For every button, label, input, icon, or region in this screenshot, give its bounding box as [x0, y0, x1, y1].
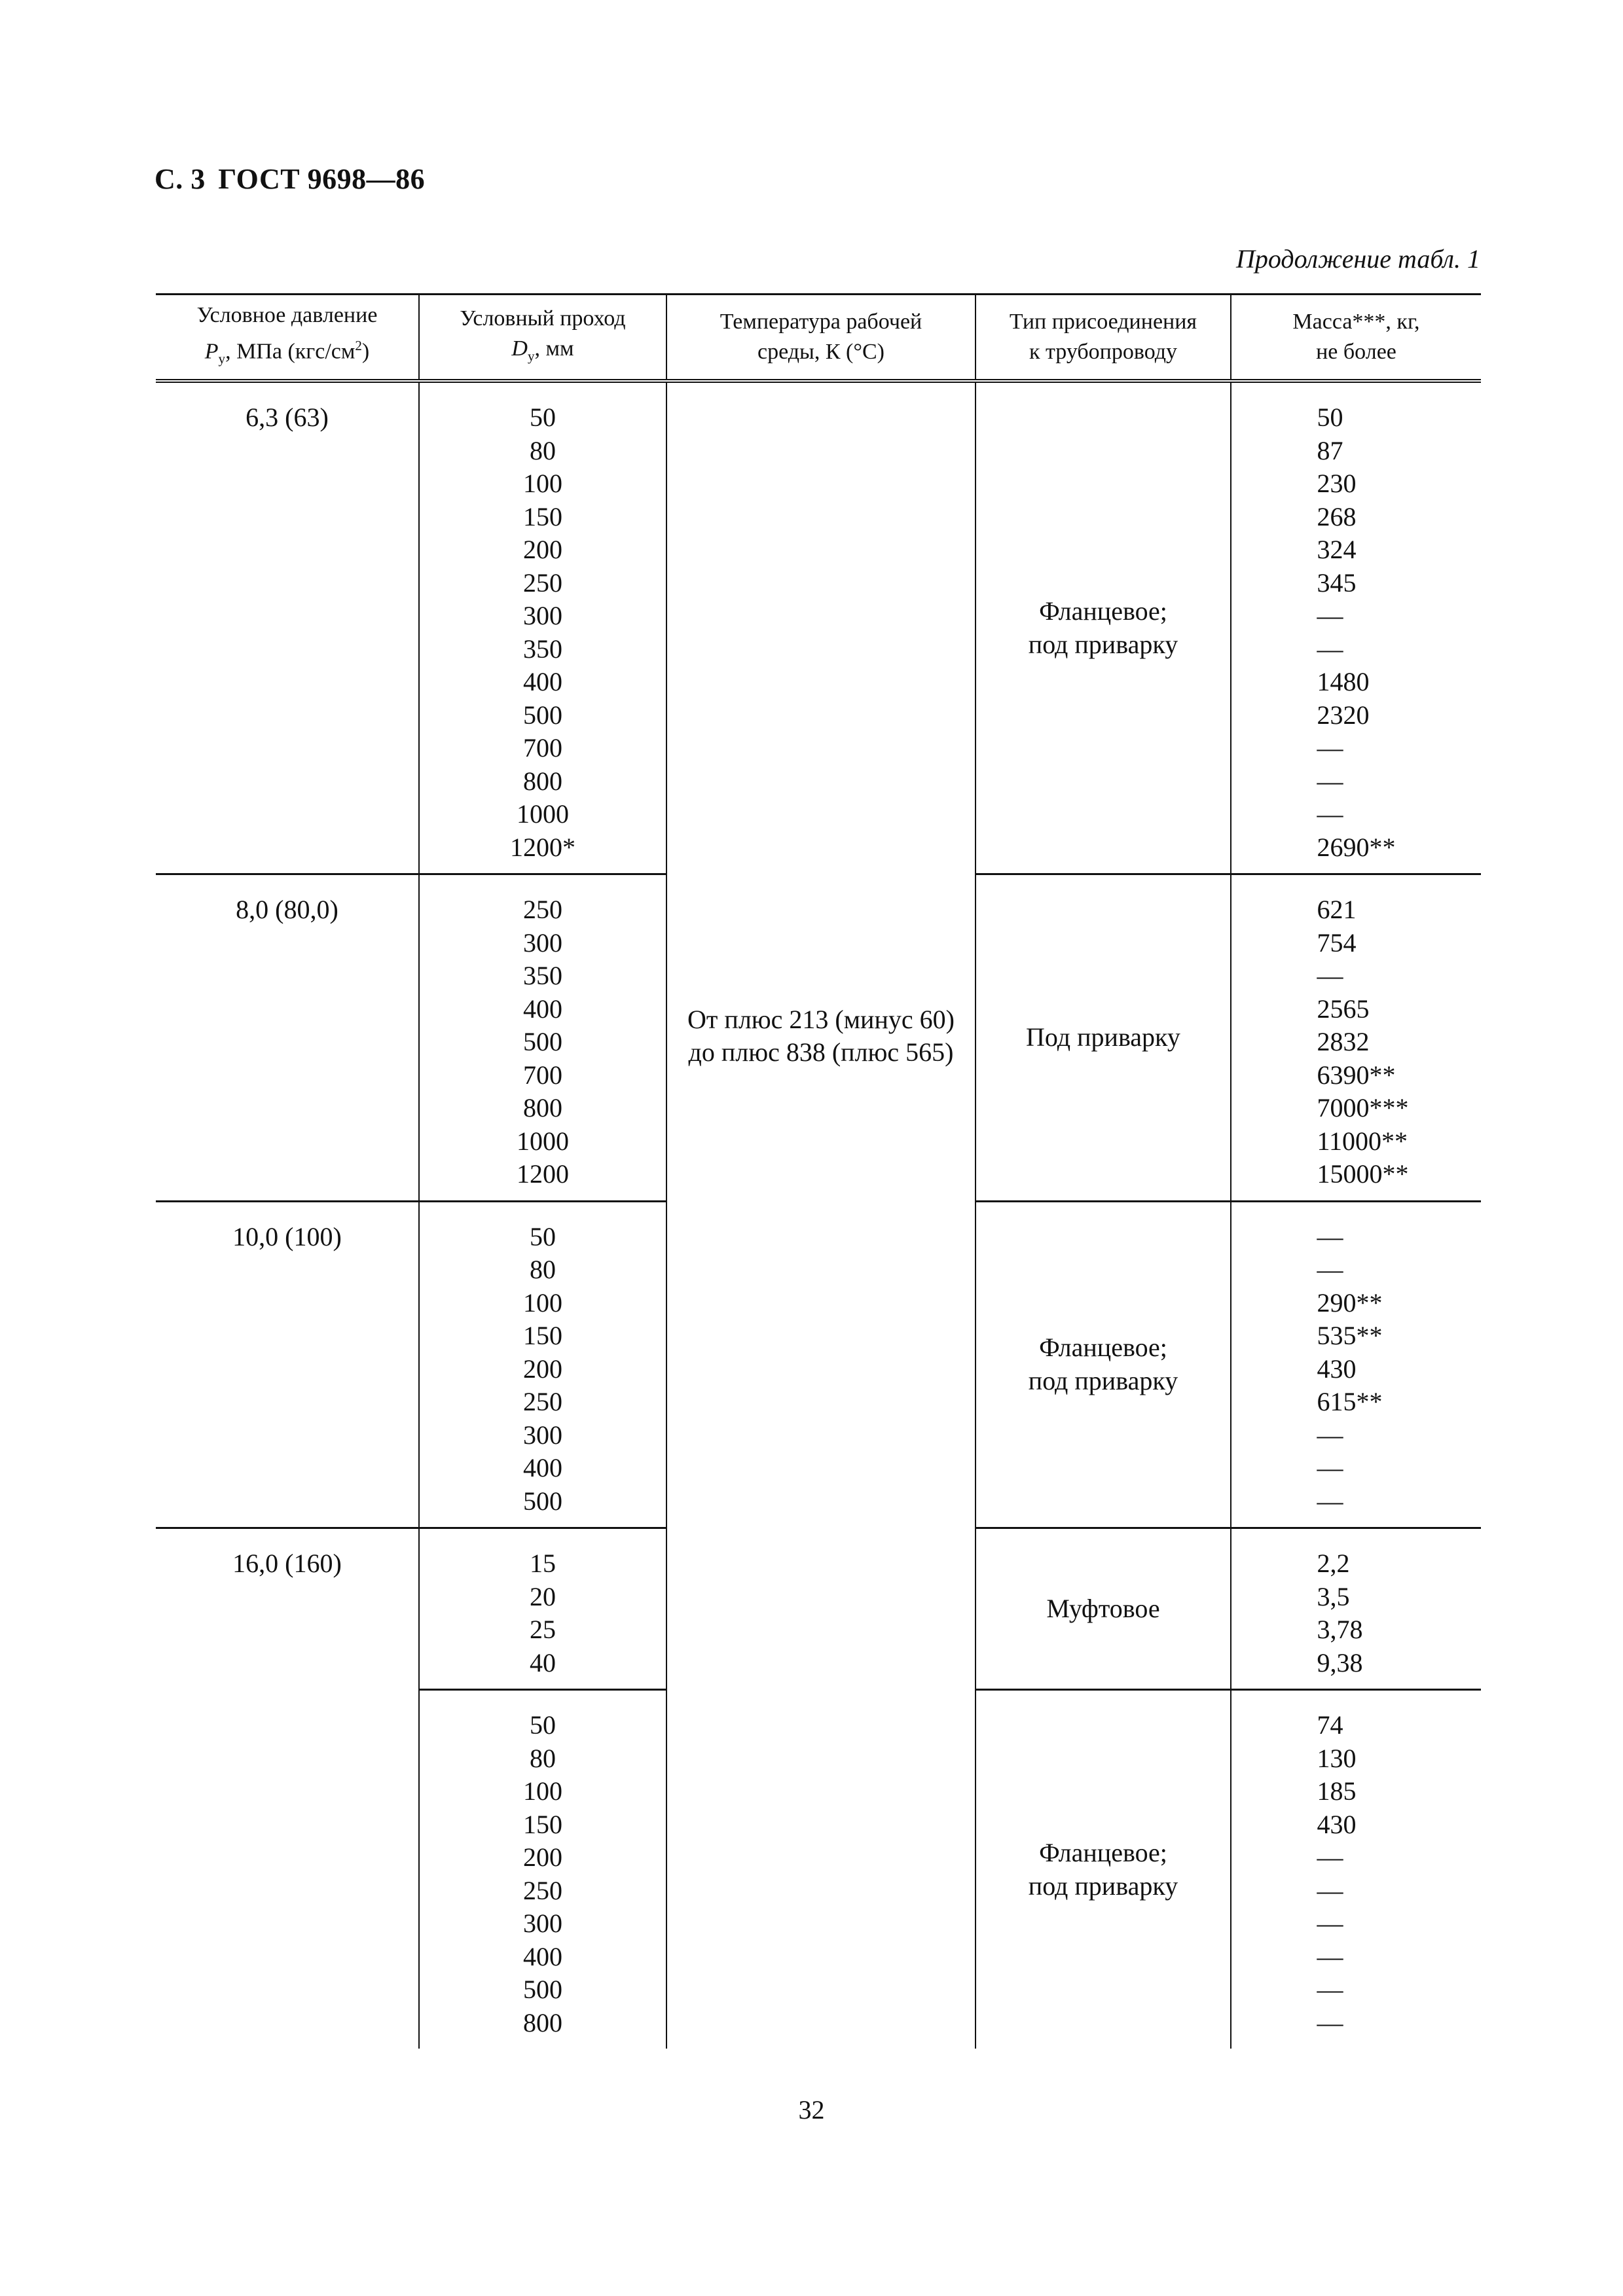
cell-value: 500: [523, 1027, 562, 1056]
cell-value: 615**: [1317, 1387, 1383, 1416]
cell-value: 3,5: [1317, 1581, 1350, 1611]
cell-value: 50: [530, 1221, 556, 1251]
cell-value: 535**: [1317, 1321, 1383, 1350]
connection-cell: [976, 1201, 1231, 1528]
header-pressure: Условное давление $P_у$, МПа $(кгс/см^2)$: [156, 295, 419, 382]
cell-value: —: [1317, 1453, 1343, 1482]
cell-value: —: [1317, 1941, 1343, 1971]
cell-value: 2320: [1317, 700, 1370, 730]
cell-value: 150: [523, 501, 562, 531]
diameter-cell: [419, 1528, 666, 1690]
cell-value: 87: [1317, 435, 1343, 465]
cell-value: Фланцевое;: [1039, 596, 1167, 626]
pressure-cell: 16,0 (160): [156, 1528, 419, 2049]
header-connection: Тип присоединения к трубопроводу: [976, 295, 1231, 382]
mass-cell: [1231, 1690, 1481, 2049]
cell-value: 1000: [517, 1126, 569, 1156]
cell-value: 7000***: [1317, 1093, 1409, 1122]
cell-value: 621: [1317, 895, 1357, 924]
cell-value: 300: [523, 927, 562, 958]
cell-value: 300: [523, 1420, 562, 1450]
connection-cell: [976, 1690, 1231, 2049]
cell-value: под приварку: [1028, 1365, 1178, 1395]
temperature-cell-empty: [666, 1690, 976, 2049]
cell-value: 200: [523, 535, 562, 564]
page-number: 32: [798, 2095, 825, 2125]
cell-value: —: [1317, 1875, 1343, 1905]
cell-value: 74: [1317, 1710, 1343, 1740]
document-header: [155, 162, 425, 196]
cell-value: 15000**: [1317, 1159, 1409, 1189]
cell-value: 15: [530, 1549, 556, 1578]
mass-cell: [1231, 1201, 1481, 1528]
cell-value: 500: [523, 1486, 562, 1516]
standard-number: ГОСТ 9698—86: [218, 163, 426, 195]
cell-value: —: [1317, 961, 1343, 990]
cell-value: 400: [523, 667, 562, 696]
cell-value: —: [1317, 766, 1343, 796]
cell-value: 350: [523, 961, 562, 990]
cell-value: 40: [530, 1647, 556, 1677]
connection-cell: [976, 874, 1231, 1202]
cell-value: —: [1317, 1486, 1343, 1516]
cell-value: 11000**: [1317, 1126, 1408, 1156]
cell-value: 50: [530, 403, 556, 432]
cell-value: 150: [523, 1321, 562, 1350]
cell-value: 2690**: [1317, 832, 1396, 862]
cell-value: 400: [523, 1941, 562, 1971]
mass-cell: [1231, 381, 1481, 874]
cell-value: 290**: [1317, 1287, 1383, 1318]
cell-value: —: [1317, 2007, 1343, 2037]
cell-value: 80: [530, 1255, 556, 1284]
cell-value: —: [1317, 1909, 1343, 1938]
cell-value: под приварку: [1028, 1871, 1178, 1901]
page-label: С. 3: [155, 163, 206, 195]
cell-value: 200: [523, 1842, 562, 1872]
cell-value: —: [1317, 1221, 1343, 1251]
cell-value: 200: [523, 1354, 562, 1384]
cell-value: —: [1317, 601, 1343, 630]
cell-value: 800: [523, 766, 562, 796]
table-continuation-label: Продолжение табл. 1: [1235, 244, 1480, 274]
cell-value: 500: [523, 1975, 562, 2004]
cell-value: 80: [530, 1743, 556, 1773]
cell-value: 800: [523, 1093, 562, 1122]
cell-value: 100: [523, 469, 562, 498]
cell-value: 250: [523, 1875, 562, 1905]
header-temperature: Температура рабочей среды, К (°С): [666, 295, 976, 382]
diameter-cell: [419, 381, 666, 874]
connection-cell: [976, 381, 1231, 874]
cell-value: 3,78: [1317, 1615, 1363, 1644]
cell-value: 754: [1317, 927, 1357, 958]
mass-cell: [1231, 874, 1481, 1202]
valve-spec-table: [156, 293, 1481, 2049]
cell-value: 100: [523, 1287, 562, 1318]
pressure-cell: 10,0 (100): [156, 1201, 419, 1528]
diameter-cell: [419, 1690, 666, 2049]
cell-value: 700: [523, 733, 562, 762]
cell-value: 2,2: [1317, 1549, 1350, 1578]
cell-value: 350: [523, 634, 562, 664]
cell-value: 100: [523, 1776, 562, 1806]
cell-value: —: [1317, 1255, 1343, 1284]
cell-value: 1480: [1317, 667, 1370, 696]
cell-value: 345: [1317, 567, 1357, 598]
cell-value: 400: [523, 994, 562, 1024]
cell-value: Фланцевое;: [1039, 1838, 1167, 1867]
cell-value: 324: [1317, 535, 1357, 564]
cell-value: 185: [1317, 1776, 1357, 1806]
cell-value: 268: [1317, 501, 1357, 531]
cell-value: 300: [523, 601, 562, 630]
cell-value: 130: [1317, 1743, 1357, 1773]
cell-value: 80: [530, 435, 556, 465]
cell-value: под приварку: [1028, 629, 1178, 659]
cell-value: —: [1317, 634, 1343, 664]
diameter-cell: [419, 874, 666, 1202]
cell-value: 500: [523, 700, 562, 730]
cell-value: 230: [1317, 469, 1357, 498]
cell-value: 800: [523, 2007, 562, 2037]
cell-value: —: [1317, 1842, 1343, 1872]
cell-value: 2832: [1317, 1027, 1370, 1056]
pressure-cell: 8,0 (80,0): [156, 874, 419, 1202]
cell-value: 2565: [1317, 994, 1370, 1024]
cell-value: 400: [523, 1453, 562, 1482]
cell-value: 50: [530, 1710, 556, 1740]
temperature-cell: От плюс 213 (минус 60) до плюс 838 (плюс 565): [666, 381, 976, 1690]
cell-value: 20: [530, 1581, 556, 1611]
cell-value: —: [1317, 1975, 1343, 2004]
connection-cell: [976, 1528, 1231, 1690]
cell-value: Под приварку: [1026, 1022, 1180, 1052]
cell-value: 9,38: [1317, 1647, 1363, 1677]
cell-value: 6390**: [1317, 1060, 1396, 1090]
header-diameter: Условный проход $D_у$, мм: [419, 295, 666, 382]
cell-value: 430: [1317, 1354, 1357, 1384]
diameter-cell: [419, 1201, 666, 1528]
cell-value: 430: [1317, 1809, 1357, 1839]
cell-value: —: [1317, 1420, 1343, 1450]
cell-value: 250: [523, 567, 562, 598]
cell-value: 50: [1317, 403, 1343, 432]
cell-value: 150: [523, 1809, 562, 1839]
table-header-row: [156, 295, 1481, 382]
pressure-cell: 6,3 (63): [156, 381, 419, 874]
cell-value: 700: [523, 1060, 562, 1090]
cell-value: 1000: [517, 799, 569, 829]
header-mass: Масса***, кг, не более: [1231, 295, 1481, 382]
cell-value: 25: [530, 1615, 556, 1644]
cell-value: —: [1317, 733, 1343, 762]
table-row: [156, 381, 1481, 874]
cell-value: Муфтовое: [1046, 1593, 1160, 1623]
cell-value: 250: [523, 1387, 562, 1416]
cell-value: Фланцевое;: [1039, 1333, 1167, 1363]
mass-cell: [1231, 1528, 1481, 1690]
cell-value: 250: [523, 895, 562, 924]
cell-value: 1200: [517, 1159, 569, 1189]
cell-value: 1200*: [510, 832, 575, 862]
cell-value: —: [1317, 799, 1343, 829]
cell-value: 300: [523, 1909, 562, 1938]
